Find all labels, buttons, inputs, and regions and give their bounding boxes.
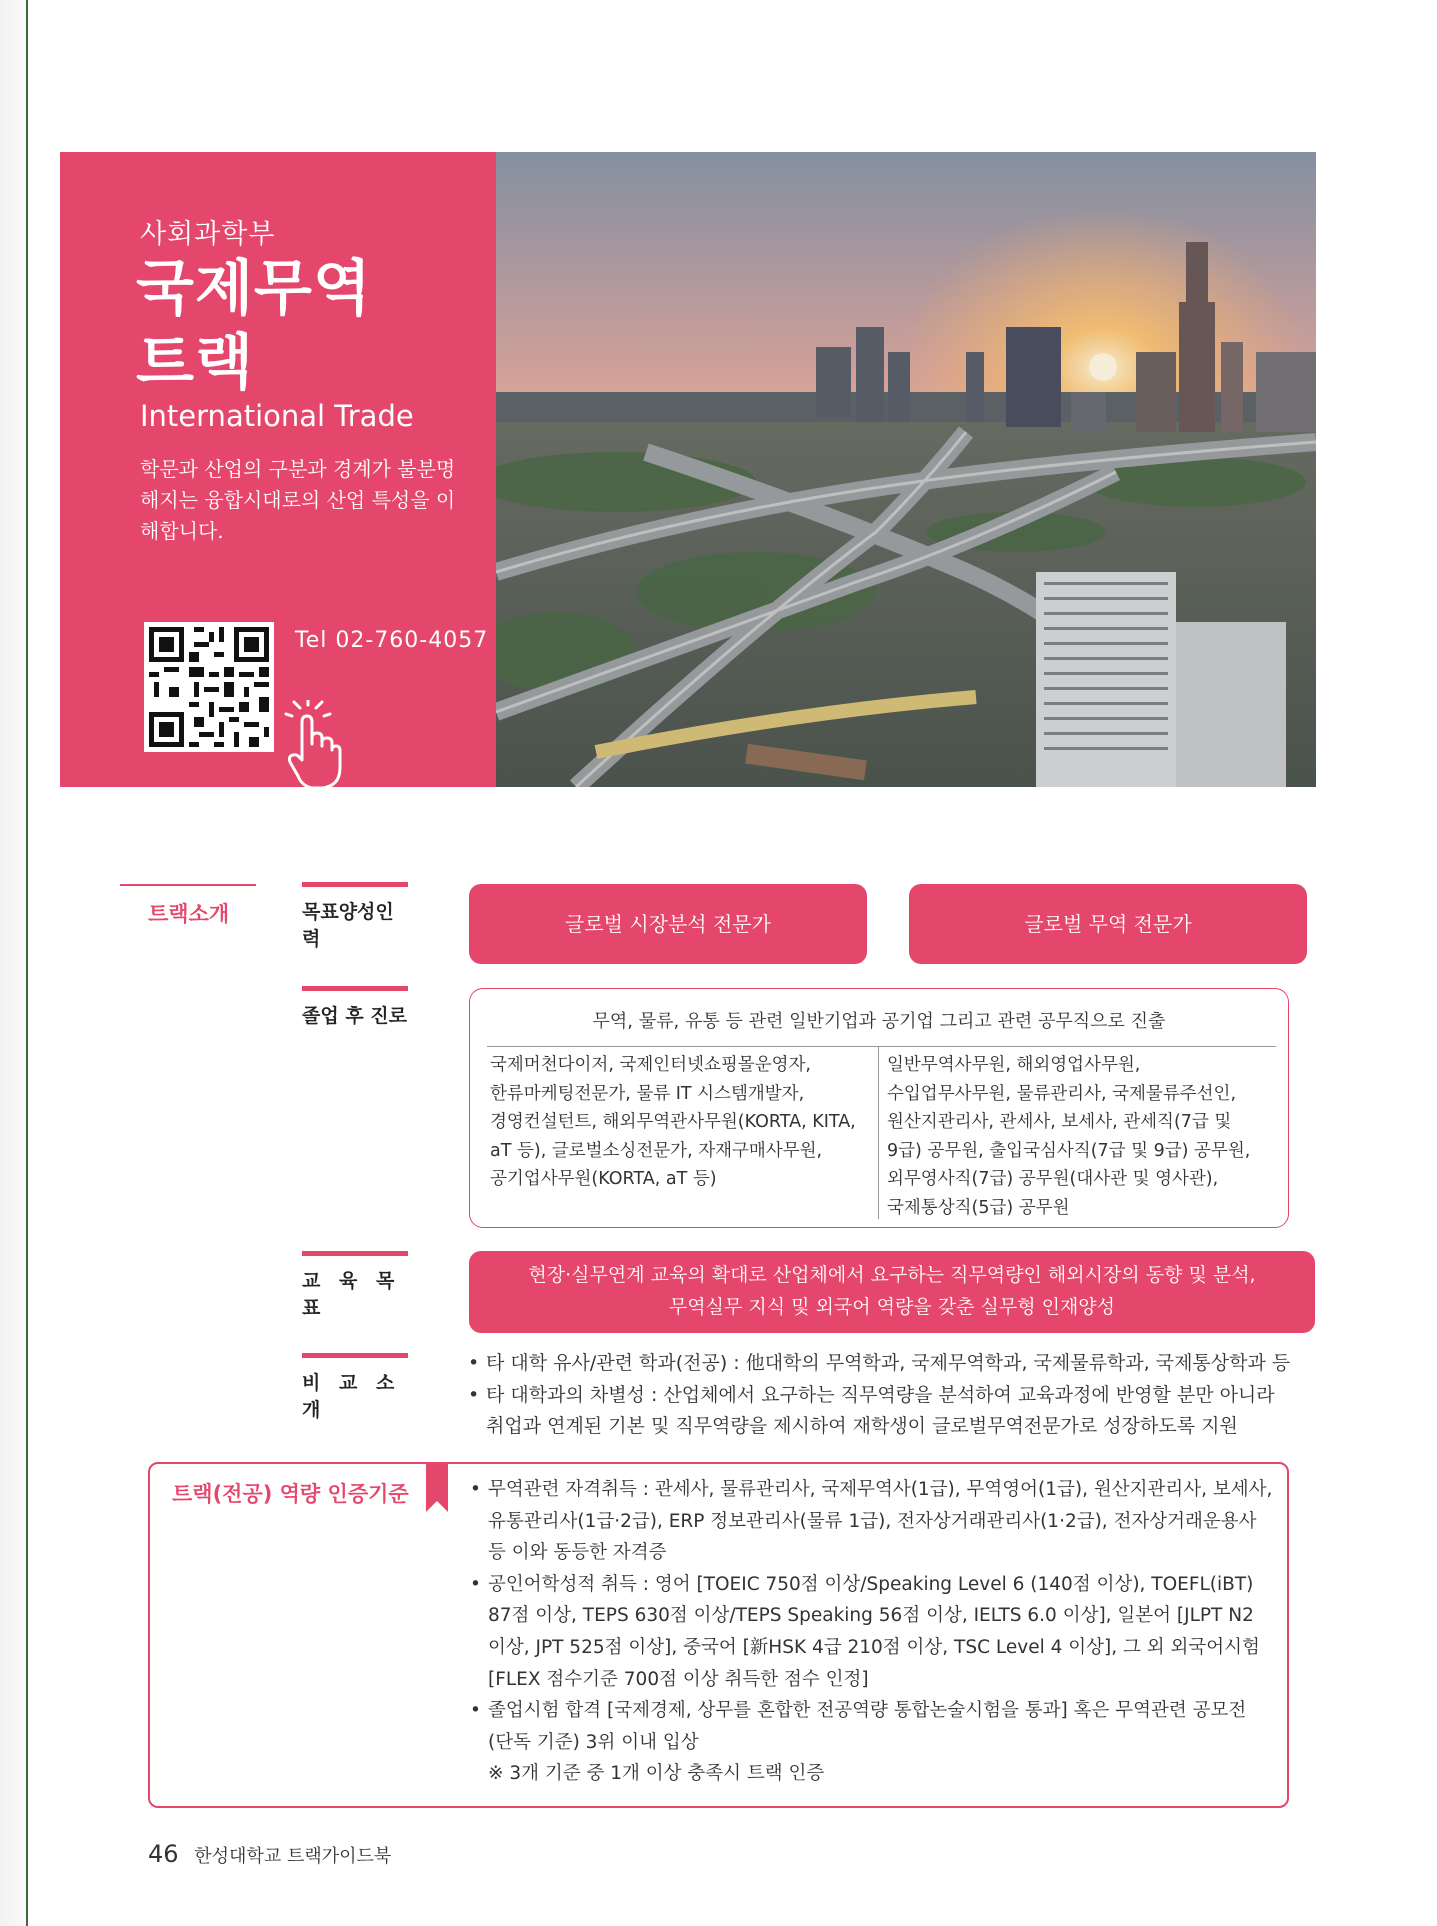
telephone-number: Tel 02-760-4057 [295, 628, 489, 653]
track-title-line1: 국제무역 [136, 254, 372, 324]
career-line: aT 등), 글로벌소싱전문가, 자재구매사무원, [490, 1140, 823, 1161]
career-line: 공기업사무원(KORTA, aT 등) [490, 1169, 717, 1190]
career-line: 원산지관리사, 관세사, 보세사, 관세직(7급 및 [887, 1112, 1232, 1133]
career-list-private [490, 1051, 856, 1194]
certification-list [470, 1474, 1272, 1790]
education-goal-line: 무역실무 지식 및 외국어 역량을 갖춘 실무형 인재양성 [668, 1296, 1116, 1318]
page-number: 46 [148, 1840, 179, 1868]
career-line: 국제머천다이저, 국제인터넷쇼핑몰운영자, [490, 1055, 811, 1075]
page-footer [148, 1840, 391, 1868]
track-title-english: International Trade [140, 399, 414, 433]
target-pill-market-analyst: 글로벌 시장분석 전문가 [469, 884, 867, 964]
education-goal-pill [469, 1251, 1315, 1333]
certification-item: • 무역관련 자격취득 : 관세사, 물류관리사, 국제무역사(1급), 무역영어(1급), 원산지관리사, 보세사, [470, 1474, 1272, 1506]
certification-item: • 졸업시험 합격 [국제경제, 상무를 혼합한 전공역량 통합논술시험을 통과] 혹은 무역관련 공모전 [470, 1695, 1272, 1727]
section-label-track-intro: 트랙소개 [120, 884, 256, 928]
track-title [136, 252, 372, 400]
comparison-item: • 타 대학과의 차별성 : 산업체에서 요구하는 직무역량을 분석하여 교육과정에 반영할 분만 아니라 [468, 1380, 1290, 1412]
career-line: 경영컨설턴트, 해외무역관사무원(KORTA, KITA, [490, 1112, 856, 1133]
career-box-rule [487, 1046, 1276, 1047]
target-pill-trade-expert: 글로벌 무역 전문가 [909, 884, 1307, 964]
certification-item-continued: 유통관리사(1급·2급), ERP 정보관리사(물류 1급), 전자상거래관리사(1·2급), 전자상거래운용사 [488, 1510, 1257, 1532]
certification-item-continued: 등 이와 동등한 자격증 [488, 1542, 667, 1564]
certification-item-continued: (단독 기준) 3위 이내 입상 [488, 1731, 699, 1753]
comparison-label: 비 교 소 개 [302, 1353, 408, 1422]
comparison-list [468, 1348, 1290, 1443]
certification-item-continued: 87점 이상, TEPS 630점 이상/TEPS Speaking 56점 이상, IELTS 6.0 이상], 일본어 [JLPT N2 [488, 1605, 1254, 1627]
qr-code-icon[interactable] [144, 622, 274, 752]
department-label: 사회과학부 [140, 219, 276, 250]
certification-item-continued: [FLEX 점수기준 700점 이상 취득한 점수 인정] [488, 1668, 869, 1690]
career-line: 국제통상직(5급) 공무원 [887, 1197, 1070, 1218]
career-box-divider [878, 1046, 879, 1219]
comparison-item-continued: 취업과 연계된 기본 및 직무역량을 제시하여 재학생이 글로벌무역전문가로 성장하도록 지원 [486, 1415, 1238, 1438]
career-summary: 무역, 물류, 유통 등 관련 일반기업과 공기업 그리고 관련 공무직으로 진출 [592, 1011, 1166, 1032]
career-line: 9급) 공무원, 출입국심사직(7급 및 9급) 공무원, [887, 1140, 1251, 1161]
page-gutter [0, 0, 26, 1926]
career-line: 수입업무사무원, 물류관리사, 국제물류주선인, [887, 1083, 1237, 1104]
city-highway-photo [496, 152, 1316, 787]
hero-panel [60, 152, 496, 787]
education-goal-line: 현장·실무연계 교육의 확대로 산업체에서 요구하는 직무역량인 해외시장의 동향 및 분석, [528, 1264, 1256, 1286]
certification-item-continued: 이상, JPT 525점 이상], 중국어 [新HSK 4급 210점 이상, TSC Level 4 이상], 그 외 외국어시험 [488, 1636, 1260, 1658]
certification-item: • 공인어학성적 취득 : 영어 [TOEIC 750점 이상/Speaking Level 6 (140점 이상), TOEFL(iBT) [470, 1569, 1272, 1601]
career-label: 졸업 후 진로 [302, 986, 408, 1028]
track-title-line2: 트랙 [136, 328, 254, 398]
education-goal-label: 교 육 목 표 [302, 1251, 408, 1320]
career-box [469, 988, 1289, 1228]
comparison-item: • 타 대학 유사/관련 학과(전공) : 他대학의 무역학과, 국제무역학과, 국제물류학과, 국제통상학과 등 [468, 1348, 1290, 1380]
book-title: 한성대학교 트랙가이드북 [194, 1846, 392, 1867]
pointing-hand-icon [282, 700, 342, 794]
career-line: 한류마케팅전문가, 물류 IT 시스템개발자, [490, 1083, 805, 1104]
career-list-public [887, 1051, 1250, 1223]
career-line: 외무영사직(7급) 공무원(대사관 및 영사관), [887, 1169, 1219, 1190]
bookmark-ribbon-icon [426, 1462, 448, 1512]
target-label: 목표양성인력 [302, 882, 408, 951]
career-line: 일반무역사무원, 해외영업사무원, [887, 1055, 1141, 1075]
page [26, 0, 1437, 1926]
certification-title: 트랙(전공) 역량 인증기준 [172, 1482, 409, 1506]
certification-box [148, 1462, 1289, 1808]
certification-note: ※ 3개 기준 중 1개 이상 충족시 트랙 인증 [488, 1763, 825, 1785]
track-description: 학문과 산업의 구분과 경계가 불분명해지는 융합시대로의 산업 특성을 이해합니다. [140, 457, 456, 543]
